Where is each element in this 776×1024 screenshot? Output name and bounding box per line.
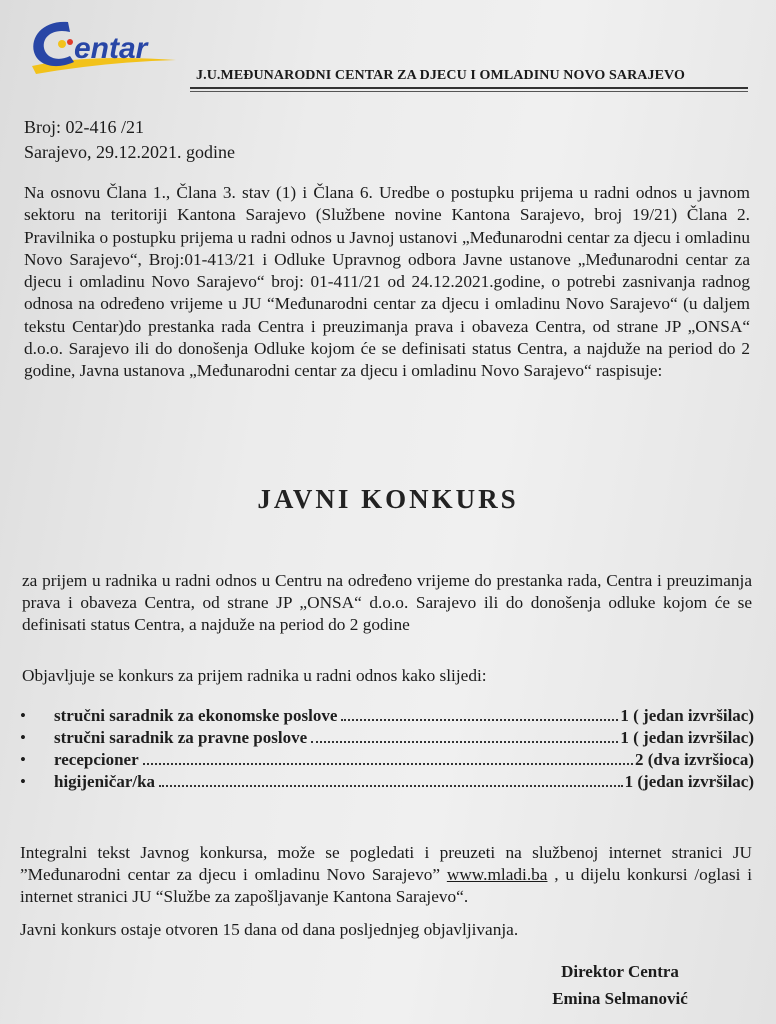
document-number: Broj: 02-416 /21 [24,117,144,137]
bullet: • [20,706,26,725]
bullet: • [20,728,26,747]
bullet: • [20,772,26,791]
intro-paragraph: Na osnovu Člana 1., Člana 3. stav (1) i Člana 6. Uredbe o postupku prijema u radni odnos u javnom sektoru na teritoriji Kantona Sarajevo (Službene novine Kantona Sarajevo, broj 19/21) Člana 2. Pravilnika o postupku prijema u radni odnos u Javnoj ustanovi „Međunarodni centar za djecu i omladinu Novo Sarajevo“, Broj:01-413/21 i Odluke Upravnog odbora Javne ustanove „Međunarodni centar za djecu i omladinu Novo Sarajevo“ broj: 01-411/21 od 24.12.2021.godine, o potrebi zasnivanja radnog odnosa na određeno vrijeme u JU “Međunarodni centar za djecu i omladinu Novo Sarajevo“ (u daljem tekstu Centar)do prestanka rada Centra i preuzimanja prava i obaveza Centra, od strane JP „ONSA“ d.o.o. Sarajevo ili do donošenja Odluke kojom će se definisati status Centra, a najduže na period do 2 godine, Javna ustanova „Međunarodni centar za djecu i omladinu Novo Sarajevo“ raspisuje: [24,183,750,381]
purpose-paragraph: za prijem u radnika u radni odnos u Centru na određeno vrijeme do prestanka rada, Centra i preuzimanja prava i obaveza Centra, od strane JP „ONSA“ d.o.o. Sarajevo ili do donošenja odluke kojom će se definisati status Centra, a najduže na period do 2 godine [22,571,752,634]
position-title: recepcioner [54,750,139,769]
signatory-name: Emina Selmanović [552,989,688,1008]
position-count: 1 (jedan izvršilac) [624,772,754,791]
document-meta [24,115,235,165]
logo-wordmark: entar [74,32,148,65]
centar-logo-graphic [26,14,196,80]
position-item [20,728,754,750]
organization-name: J.U.MEĐUNARODNI CENTAR ZA DJECU I OMLADINU NOVO SARAJEVO [196,68,685,83]
position-item [20,706,754,728]
position-title: higijeničar/ka [54,772,156,791]
signature-block [520,958,720,1012]
website-link[interactable]: www.mladi.ba [446,865,548,884]
header-rule-secondary [190,91,748,92]
position-title: stručni saradnik za pravne poslove [54,728,308,747]
leader-dots [143,763,633,765]
position-item [20,772,754,794]
integral-text-after: , u dijelu konkursi /oglasi i internet stranici JU “Službe za zapošljavanje Kantona Sarajevo“. [20,865,753,906]
integral-text-paragraph [20,842,752,908]
centar-logo [26,14,196,80]
position-count: 1 ( jedan izvršilac) [620,706,754,725]
header-rule [190,87,748,89]
position-count: 1 ( jedan izvršilac) [620,728,754,747]
leader-dots [159,785,623,787]
integral-text-before: Integralni tekst Javnog konkursa, može se pogledati i preuzeti na službenoj internet stranici JU ”Međunarodni centar za djecu i omladinu Novo Sarajevo” [20,843,752,884]
bullet: • [20,750,26,769]
document-title: JAVNI KONKURS [257,484,519,514]
open-period-note: Javni konkurs ostaje otvoren 15 dana od dana posljednjeg objavljivanja. [20,920,519,939]
position-count: 2 (dva izvršioca) [635,750,754,769]
announce-line: Objavljuje se konkurs za prijem radnika u radni odnos kako slijedi: [22,666,487,685]
signatory-role: Direktor Centra [561,962,679,981]
leader-dots [311,741,618,743]
leader-dots [341,719,618,721]
position-item [20,750,754,772]
position-title: stručni saradnik za ekonomske poslove [54,706,338,725]
document-place-date: Sarajevo, 29.12.2021. godine [24,142,235,162]
positions-list [20,706,754,794]
